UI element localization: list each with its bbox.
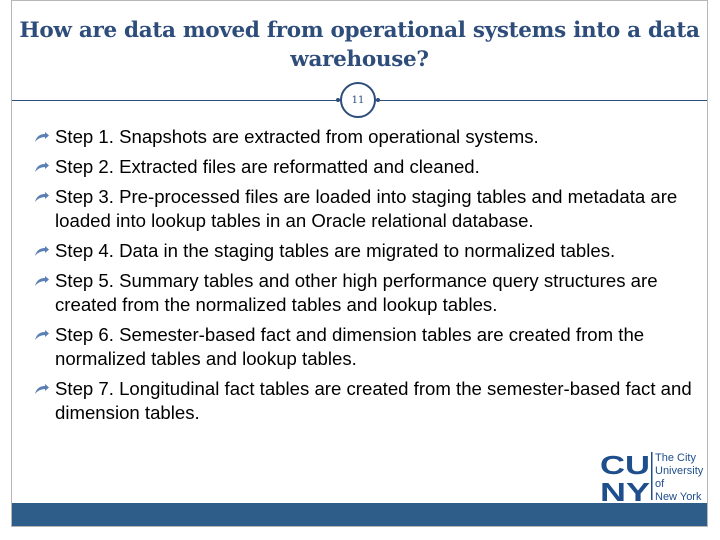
footer-bar [12, 503, 707, 526]
page-number-badge: 11 [340, 82, 376, 118]
slide-title: How are data moved from operational systems into a data warehouse? [19, 18, 700, 72]
svg-text:of: of [655, 478, 665, 490]
bullet-text: Step 7. Longitudinal fact tables are created from the semester-based fact and dimension tables. [55, 378, 692, 423]
bullet-marker-icon [34, 384, 50, 395]
svg-text:New York: New York [655, 491, 702, 502]
bullet-text: Step 2. Extracted files are reformatted and cleaned. [55, 156, 480, 177]
bullet-list [34, 125, 704, 431]
cuny-logo [600, 450, 710, 502]
svg-text:University: University [655, 465, 704, 477]
bullet-item [34, 323, 704, 371]
bullet-item [34, 185, 704, 233]
bullet-item [34, 125, 704, 149]
bullet-marker-icon [34, 132, 50, 143]
svg-text:CU: CU [600, 450, 650, 480]
bullet-text: Step 1. Snapshots are extracted from operational systems. [55, 126, 539, 147]
bullet-text: Step 6. Semester-based fact and dimension tables are created from the normalized tables and lookup tables. [55, 324, 645, 369]
bullet-item [34, 269, 704, 317]
bullet-text: Step 3. Pre-processed files are loaded into staging tables and metadata are loaded into lookup tables in an Oracle relational database. [55, 186, 678, 231]
title-area [12, 16, 707, 74]
svg-text:NY: NY [600, 477, 650, 502]
bullet-marker-icon [34, 162, 50, 173]
bullet-text: Step 4. Data in the staging tables are migrated to normalized tables. [55, 240, 616, 261]
bullet-item [34, 239, 704, 263]
bullet-item [34, 377, 704, 425]
bullet-item [34, 155, 704, 179]
bullet-text: Step 5. Summary tables and other high performance query structures are created from the normalized tables and lookup tables. [55, 270, 658, 315]
bullet-marker-icon [34, 246, 50, 257]
bullet-marker-icon [34, 192, 50, 203]
bullet-marker-icon [34, 276, 50, 287]
svg-text:The City: The City [655, 452, 696, 464]
bullet-marker-icon [34, 330, 50, 341]
